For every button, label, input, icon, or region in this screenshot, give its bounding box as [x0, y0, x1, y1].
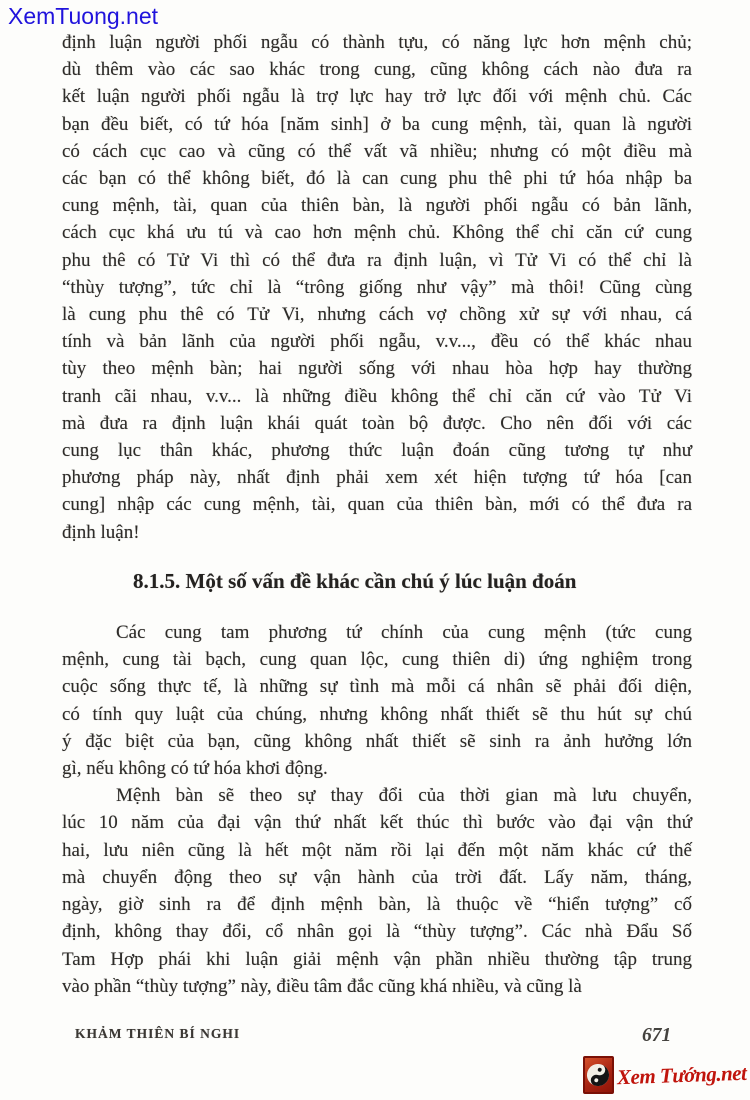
text-line: định, không thay đổi, cổ nhân gọi là “thùy tượng”. Các nhà Đẩu Số — [62, 921, 692, 943]
site-watermark: XemTuong.net — [8, 3, 159, 29]
section-heading: 8.1.5. Một số vấn đề khác cần chú ý lúc luận đoán — [133, 568, 577, 593]
text-line: dù thêm vào các sao khác trong cung, cũng không cách nào đưa ra — [62, 59, 692, 81]
text-line: phương pháp này, nhất định phải xem xét hiện tượng tứ hóa [can — [62, 467, 692, 489]
text-line: gì, nếu không có tứ hóa khơi động. — [62, 758, 328, 780]
text-line: định luận! — [62, 521, 140, 543]
text-line: kết luận người phối ngẫu là trợ lực hay trở lực đối với mệnh chủ. Các — [62, 86, 692, 108]
text-line: vào phần “thùy tượng” này, điều tâm đắc cũng khá nhiều, và cũng là — [62, 975, 582, 997]
text-line: mà đưa ra định luận khái quát toàn bộ được. Cho nên đối với các — [62, 412, 692, 434]
running-title: KHẢM THIÊN BÍ NGHI — [75, 1026, 241, 1041]
text-line: phu thê có Tử Vi thì có thể đưa ra định luận, vì Tử Vi có thể chỉ là — [62, 249, 692, 271]
text-line: cung lục thân khác, phương thức luận đoán cũng tương tự như — [62, 440, 692, 462]
page-number: 671 — [642, 1025, 672, 1046]
text-line: ý đặc biệt của bạn, cũng không nhất thiết sẽ sinh ra ảnh hưởng lớn — [62, 730, 692, 752]
text-line: ngày, giờ sinh ra để định mệnh bàn, là thuộc về “hiển tượng” cố — [62, 894, 692, 916]
text-line: tranh cãi nhau, v.v... là những điều không thể chỉ căn cứ vào Tử Vi — [62, 385, 692, 407]
text-line: có cách cục cao và cũng có thể vất vã nhiều; nhưng có một điều mà — [62, 140, 692, 162]
site-logo — [583, 1056, 748, 1094]
text-line: Tam Hợp phái khi luận giải mệnh vận phần nhiều thường tập trung — [62, 948, 692, 970]
text-line: cách cục khá ưu tú và cao hơn mệnh chủ. Không thể chỉ căn cứ cung — [62, 222, 692, 244]
text-line: có tính quy luật của chúng, nhưng không nhất thiết sẽ thu hút sự chú — [62, 703, 692, 725]
text-line: hai, lưu niên cũng là hết một năm rồi lại đến một năm khác cứ thế — [62, 839, 692, 861]
text-line: “thùy tượng”, tức chỉ là “trông giống như vậy” mà thôi! Cũng cùng — [62, 276, 692, 298]
text-line: mệnh, cung tài bạch, cung quan lộc, cung thiên di) ứng nghiệm trong — [62, 649, 692, 671]
text-line: cung mệnh, tài, quan của thiên bàn, là người phối ngẫu có bản lãnh, — [62, 195, 692, 217]
text-line: Mệnh bàn sẽ theo sự thay đổi của thời gian mà lưu chuyển, — [116, 785, 692, 807]
text-line: mà chuyển động theo sự vận hành của trời đất. Lấy năm, tháng, — [62, 866, 692, 888]
text-line: cung] nhập các cung mệnh, tài, quan của thiên bàn, mới có thể đưa ra — [62, 494, 692, 516]
text-line: lúc 10 năm của đại vận thứ nhất kết thúc thì bước vào đại vận thứ — [62, 812, 692, 834]
text-line: bạn đều biết, có tứ hóa [năm sinh] ở ba cung mệnh, tài, quan là người — [62, 113, 692, 135]
text-line: là cung phu thê có Tử Vi, nhưng cách vợ chồng xử sự với nhau, cá — [62, 304, 692, 326]
page-text-column — [62, 29, 692, 1000]
text-line: tính và bản lãnh của người phối ngẫu, v.v..., đều có thể khác nhau — [62, 331, 692, 353]
paragraph — [62, 29, 692, 546]
site-logo-text: Xem Tướng.net — [616, 1060, 747, 1089]
paragraph — [62, 782, 692, 1000]
paragraph — [62, 619, 692, 782]
text-line: Các cung tam phương tứ chính của cung mệnh (tức cung — [116, 622, 692, 644]
yin-yang-icon — [583, 1056, 614, 1094]
text-line: tùy theo mệnh bàn; hai người sống với nhau hòa hợp hay thường — [62, 358, 692, 380]
text-line: định luận người phối ngẫu có thành tựu, có năng lực hơn mệnh chủ; — [62, 32, 692, 53]
text-line: cuộc sống thực tế, là những sự tình mà mỗi cá nhân sẽ phải đối diện, — [62, 676, 692, 698]
text-line: các bạn có thể không biết, đó là can cung phu thê phi tứ hóa nhập ba — [62, 168, 692, 190]
